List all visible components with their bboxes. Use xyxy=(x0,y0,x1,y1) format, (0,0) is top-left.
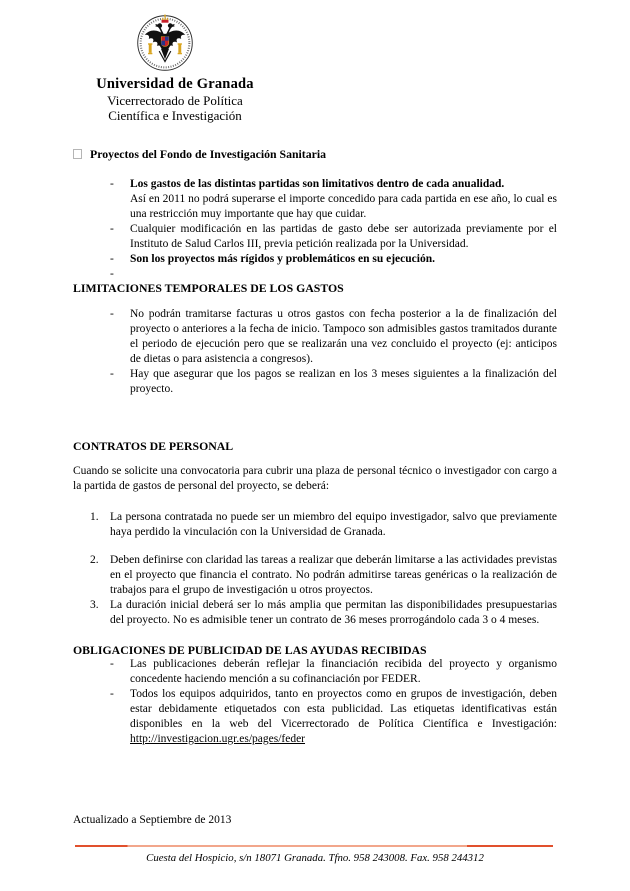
contratos-numbered-list xyxy=(90,510,558,628)
numbered-item-text: La persona contratada no puede ser un miembro del equipo investigador, salvo que previamente haya perdido la vinculación con la Universidad de Granada. xyxy=(110,511,557,538)
list-item xyxy=(110,657,557,687)
dash-marker: - xyxy=(110,253,114,265)
list-item-text: Cualquier modificación en las partidas de gasto debe ser autorizada previamente por el Instituto de Salud Carlos III, previa petición realizada por la Universidad. xyxy=(130,223,557,250)
letterhead xyxy=(70,77,280,124)
section-heading-fis xyxy=(73,147,557,162)
fis-list xyxy=(110,177,557,282)
list-item xyxy=(110,252,557,267)
dash-marker: - xyxy=(110,268,114,280)
item-number: 3. xyxy=(90,599,99,611)
numbered-item-text: Deben definirse con claridad las tareas a realizar que deberán limitarse a las actividades previstas en el proyecto que financia el contrato. No podrán admitirse tareas genéricas o la realización de trabajos para el grupo de investigación u otros proyectos. xyxy=(110,554,558,596)
item-number: 1. xyxy=(90,511,99,523)
dept-line-1: Vicerrectorado de Política xyxy=(107,92,243,108)
dash-marker: - xyxy=(110,658,114,670)
footer-address: Cuesta del Hospicio, s/n 18071 Granada. Tfno. 958 243008. Fax. 958 244312 xyxy=(146,852,484,864)
obligaciones-list xyxy=(110,657,557,747)
numbered-item-text: La duración inicial deberá ser lo más amplia que permitan las disponibilidades presupuestarias del proyecto. No es admisible tener un contrato de 36 meses prorrogándolo cada 3 o 4 meses. xyxy=(110,599,557,626)
item-number: 2. xyxy=(90,554,99,566)
dash-marker: - xyxy=(110,368,114,380)
contratos-intro: Cuando se solicite una convocatoria para cubrir una plaza de personal técnico o investigador con cargo a la partida de gastos de personal del proyecto, se deberá: xyxy=(73,465,557,492)
list-item xyxy=(110,687,557,747)
list-item-bold-text: Los gastos de las distintas partidas son limitativos dentro de cada anualidad. xyxy=(130,178,505,190)
section-heading-contratos: CONTRATOS DE PERSONAL xyxy=(73,439,234,453)
list-item-text-body: Todos los equipos adquiridos, tanto en proyectos como en grupos de investigación, deben estar debidamente etiquetados con esta publicidad. Las etiquetas identificativas están disponibles en la web del Vicerrectorado de Política Científica e Investigación: xyxy=(130,688,557,730)
dash-marker: - xyxy=(110,308,114,320)
fis-title: Proyectos del Fondo de Investigación Sanitaria xyxy=(90,147,327,161)
dash-marker: - xyxy=(110,223,114,235)
ugr-crest-logo xyxy=(136,8,194,78)
empty-square-bullet-icon xyxy=(73,149,82,159)
list-item-text: Así en 2011 no podrá superarse el importe concedido para cada partida en ese año, lo cual es una restricción muy importante que hay que cuidar. xyxy=(130,193,557,220)
list-item-text: No podrán tramitarse facturas u otros gastos con fecha posterior a la de finalización del proyecto o anteriores a la fecha de inicio. Tampoco son admisibles gastos tramitados durante el periodo de ejecución pero que se realizarán una vez concluido el proyecto (ej: anticipos de dietas o para asistencia a congresos). xyxy=(130,308,557,365)
list-item xyxy=(110,307,557,367)
list-item xyxy=(110,367,557,397)
dept-line-2: Científica e Investigación xyxy=(108,108,242,123)
list-item xyxy=(110,222,557,252)
dash-marker: - xyxy=(110,688,114,700)
list-item xyxy=(110,177,557,222)
double-headed-eagle-seal-icon xyxy=(136,8,194,78)
org-name: Universidad de Granada xyxy=(96,76,254,92)
footer-divider xyxy=(75,845,553,847)
numbered-item xyxy=(90,598,557,628)
updated-date: Actualizado a Septiembre de 2013 xyxy=(73,814,232,826)
list-item-empty xyxy=(110,267,557,282)
feder-link[interactable]: http://investigacion.ugr.es/pages/feder xyxy=(130,733,306,745)
section-heading-obligaciones: OBLIGACIONES DE PUBLICIDAD DE LAS AYUDAS RECIBIDAS xyxy=(73,643,427,657)
list-item-text: Hay que asegurar que los pagos se realizan en los 3 meses siguientes a la finalización del proyecto. xyxy=(130,368,557,395)
numbered-item xyxy=(90,553,558,598)
list-item-text: Las publicaciones deberán reflejar la financiación recibida del proyecto y organismo concedente haciendo mención a su cofinanciación por FEDER. xyxy=(130,658,557,685)
dash-marker: - xyxy=(110,178,114,190)
list-item-text xyxy=(130,687,557,747)
list-item-bold-text: Son los proyectos más rígidos y problemáticos en su ejecución. xyxy=(130,253,435,265)
section-heading-limitaciones: LIMITACIONES TEMPORALES DE LOS GASTOS xyxy=(73,281,344,295)
limitaciones-list xyxy=(110,307,557,397)
numbered-item xyxy=(90,510,557,540)
